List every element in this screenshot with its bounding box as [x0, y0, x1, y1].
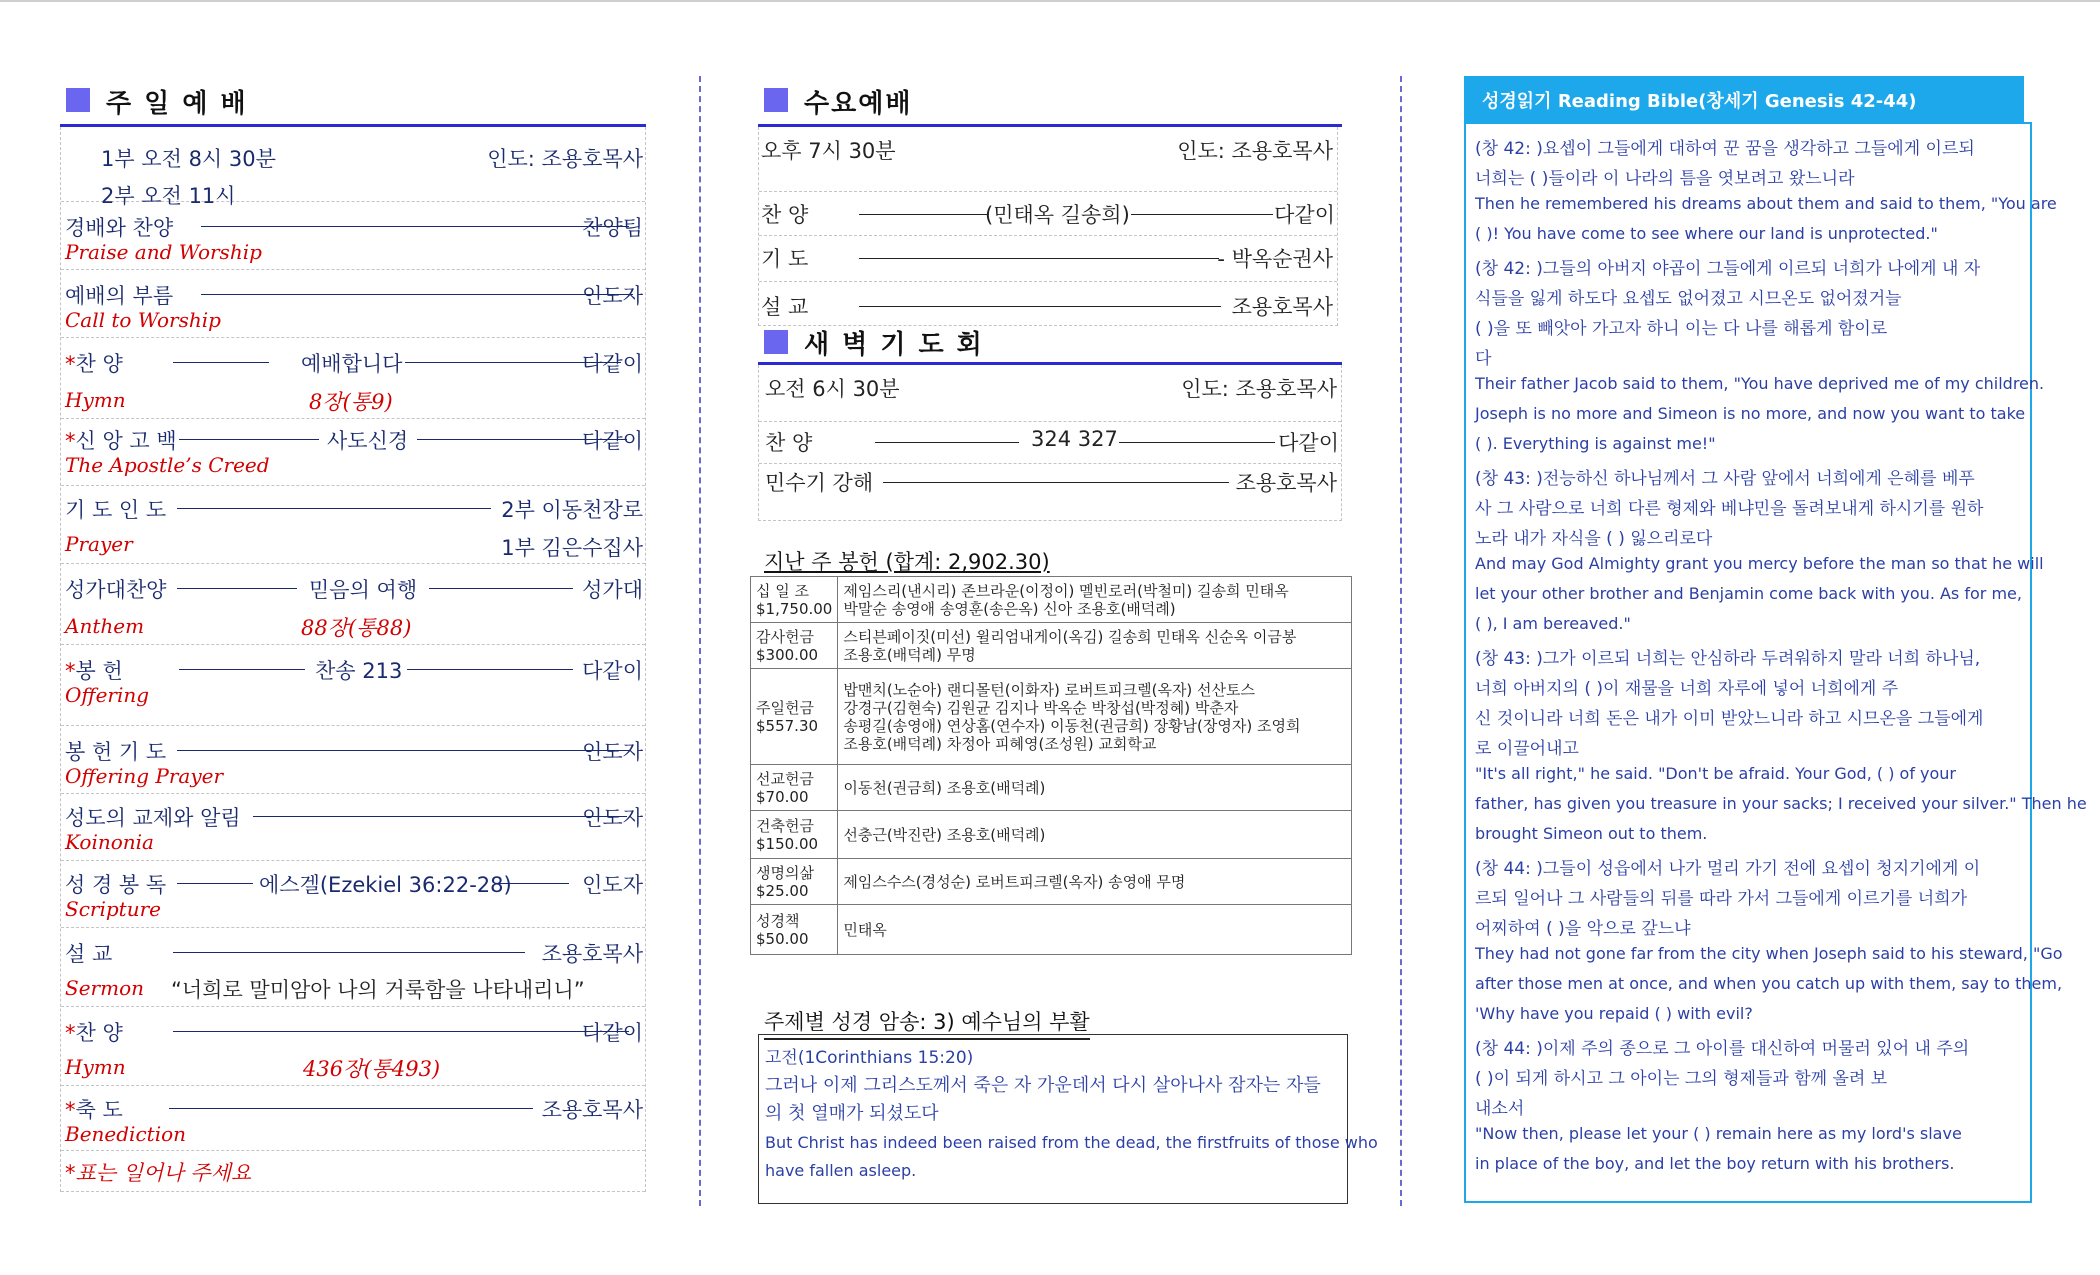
reading-line: 사 그 사람으로 너희 다른 형제와 베냐민을 돌려보내게 하시기를 원하: [1475, 499, 1984, 519]
item-en: Hymn: [65, 1055, 126, 1079]
sunday-order: [60, 127, 646, 1192]
offering-type: 주일헌금: [756, 698, 814, 717]
reading-line: Their father Jacob said to them, "You have deprived me of my children.: [1475, 374, 2045, 393]
item-right: 다같이: [582, 659, 643, 683]
item-en: Offering: [65, 683, 150, 707]
table-row: [751, 577, 1352, 623]
item-en: Praise and Worship: [65, 240, 262, 264]
reading-line: "Now then, please let your ( ) remain here as my lord's slave: [1475, 1124, 1962, 1143]
dawn-title: 새 벽 기 도 회: [804, 330, 984, 360]
wednesday-leader: 인도: 조용호목사: [1177, 139, 1333, 163]
item-right: 찬양팀: [582, 216, 643, 240]
donor-names: 강경구(김현숙) 김원균 김지나 박옥순 박창섭(박정혜) 박춘자: [843, 698, 1239, 717]
dawn-prayer-section: [758, 320, 1342, 521]
sunday-header: [60, 76, 646, 127]
reading-line: after those men at once, and when you catch up with them, say to them,: [1475, 974, 2063, 993]
donor-names: 이동천(권금희) 조용호(배덕례): [843, 778, 1046, 797]
item-right2: 1부 김은수집사: [501, 536, 643, 560]
wednesday-box: [758, 127, 1338, 326]
stand-marker: *: [65, 352, 76, 376]
column-divider-2: [1400, 76, 1402, 1206]
wed-row-label: 기 도: [761, 247, 809, 271]
donor-names: 제임스리(낸시리) 존브라운(이정이) 멜빈로러(박철미) 길송희 민태옥: [843, 581, 1289, 600]
reading-line: 내소서: [1475, 1099, 1525, 1119]
verse-korean: 그러나 이제 그리스도께서 죽은 자 가운데서 다시 살아나사 잠자는 자들: [765, 1075, 1321, 1096]
wed-row-right: 다같이: [1274, 203, 1335, 227]
memory-verse-heading: 주제별 성경 암송: 3) 예수님의 부활: [764, 1006, 1090, 1040]
wed-row-label: 찬 양: [761, 203, 809, 227]
offering-amount: $1,750.00: [756, 599, 833, 618]
item-en: Hymn: [65, 388, 126, 412]
table-row: [751, 765, 1352, 811]
dawn-header: [758, 320, 1342, 365]
wed-row-label: 설 교: [761, 295, 809, 319]
wednesday-time: 오후 7시 30분: [761, 139, 896, 163]
donor-names: 선충근(박진란) 조용호(배덕례): [843, 825, 1046, 844]
item-ko: 축 도: [75, 1098, 123, 1122]
item-en: Scripture: [65, 897, 161, 921]
offering-type: 감사헌금: [756, 627, 814, 646]
stand-marker: *: [65, 659, 76, 683]
dawn-row-right: 조용호목사: [1235, 471, 1337, 495]
item-mid: 찬송 213: [315, 659, 403, 683]
item-right: 2부 이동천장로: [501, 498, 643, 522]
stand-marker: *: [65, 429, 76, 453]
wednesday-title: 수요예배: [804, 89, 913, 119]
item-en: Offering Prayer: [65, 764, 224, 788]
order-item: [61, 1007, 645, 1086]
order-item: [61, 419, 645, 486]
wed-row-right: - 박옥순권사: [1217, 247, 1333, 271]
item-ko: 성 경 봉 독: [65, 873, 167, 897]
sermon-title: “너희로 말미암아 나의 거룩함을 나타내리니”: [171, 978, 585, 1002]
reading-line: 신 것이니라 너희 돈은 내가 이미 받았느니라 하고 시므온을 그들에게: [1475, 709, 1984, 729]
item-right: 조용호목사: [541, 942, 643, 966]
verse-english: But Christ has indeed been raised from the dead, the firstfruits of those who: [765, 1133, 1378, 1152]
offering-type: 건축헌금: [756, 816, 814, 835]
item-right: 성가대: [582, 578, 643, 602]
verse-korean: 의 첫 열매가 되셨도다: [765, 1103, 939, 1124]
hymn-number: 436장(통493): [303, 1057, 441, 1081]
item-en: Prayer: [65, 532, 133, 556]
order-item: [61, 861, 645, 928]
item-ko: 찬 양: [75, 1021, 123, 1045]
table-row: [751, 905, 1352, 955]
item-en: Benediction: [65, 1122, 187, 1146]
order-item: [61, 645, 645, 726]
reading-line: 르되 일어나 그 사람들의 뒤를 따라 가서 그들에게 이르기를 너희가: [1475, 889, 1968, 909]
donor-names: 밥맨치(노순아) 랜디몰턴(이화자) 로버트피크렐(옥자) 선산토스: [843, 680, 1256, 699]
item-right: 다같이: [582, 429, 643, 453]
section-square-icon: [764, 88, 788, 112]
donor-names: 조용호(배덕례) 차정아 피혜영(조성원) 교회학교: [843, 734, 1157, 753]
wed-row-mid: (민태옥 길송희): [985, 203, 1130, 227]
offering-type: 선교헌금: [756, 769, 814, 788]
item-ko: 예배의 부름: [65, 284, 174, 308]
service-times: [61, 127, 645, 208]
column-divider-1: [699, 76, 701, 1206]
offering-type: 성경책: [756, 911, 800, 930]
reading-line: father, has given you treasure in your sacks; I received your silver." Then he: [1475, 794, 2087, 813]
offering-amount: $300.00: [756, 645, 819, 664]
donor-names: 송평길(송영애) 연상홈(연수자) 이동천(권금희) 장황남(장영자) 조영희: [843, 716, 1301, 735]
item-ko: 경배와 찬양: [65, 216, 174, 240]
reading-line: 어찌하여 ( )을 악으로 갚느냐: [1475, 919, 1691, 939]
item-en: Sermon: [65, 976, 144, 1000]
hymn-number: 8장(통9): [309, 390, 393, 414]
reading-line: (창 44: )이제 주의 종으로 그 아이를 대신하여 머물러 있어 내 주의: [1475, 1039, 1970, 1059]
service1-leader: 인도: 조용호목사: [487, 147, 643, 171]
offering-amount: $557.30: [756, 716, 819, 735]
item-mid: 사도신경: [327, 429, 409, 453]
table-row: [751, 669, 1352, 765]
reading-line: (창 42: )그들의 아버지 야곱이 그들에게 이르되 너희가 나에게 내 자: [1475, 259, 1981, 279]
reading-line: They had not gone far from the city when Joseph said to his steward, "Go: [1475, 944, 2063, 963]
anthem-number: 88장(통88): [301, 616, 412, 640]
reading-line: 다: [1475, 349, 1492, 369]
reading-line: 'Why have you repaid ( ) with evil?: [1475, 1004, 1753, 1023]
item-ko: 봉 헌: [75, 659, 123, 683]
reading-line: 로 이끌어내고: [1475, 739, 1579, 759]
reading-line: ( )이 되게 하시고 그 아이는 그의 형제들과 함께 올려 보: [1475, 1069, 1888, 1089]
item-right: 인도자: [582, 806, 643, 830]
donor-names: 조용호(배덕례) 무명: [843, 645, 976, 664]
dawn-box: [758, 365, 1342, 521]
item-ko: 기 도 인 도: [65, 498, 167, 522]
top-border: [0, 0, 2100, 2]
donor-names: 제임스수스(경성순) 로버트피크렐(옥자) 송영애 무명: [843, 872, 1186, 891]
stand-marker: *: [65, 1098, 76, 1122]
order-item: [61, 338, 645, 419]
reading-line: "It's all right," he said. "Don't be afraid. Your God, ( ) of your: [1475, 764, 1957, 783]
standing-footnote: *표는 일어나 주세요: [65, 1161, 252, 1185]
reading-line: (창 43: )전능하신 하나님께서 그 사람 앞에서 너희에게 은혜를 베푸: [1475, 469, 1975, 489]
item-ko: 봉 헌 기 도: [65, 740, 167, 764]
item-ko: 설 교: [65, 942, 113, 966]
item-mid: 에스겔(Ezekiel 36:22-28): [259, 873, 512, 897]
reading-line: Joseph is no more and Simeon is no more, and now you want to take: [1475, 404, 2026, 423]
item-right: 인도자: [582, 284, 643, 308]
item-right: 인도자: [582, 873, 643, 897]
order-item: [61, 726, 645, 794]
item-en: Anthem: [65, 614, 145, 638]
offering-type: 생명의삶: [756, 863, 814, 882]
reading-line: 노라 내가 자식을 ( ) 잃으리로다: [1475, 529, 1713, 549]
dawn-time: 오전 6시 30분: [765, 377, 900, 401]
item-ko: 성도의 교제와 알림: [65, 806, 241, 830]
reading-line: let your other brother and Benjamin come back with you. As for me,: [1475, 584, 2022, 603]
item-en: Koinonia: [65, 830, 154, 854]
verse-reference: 고전(1Corinthians 15:20): [765, 1048, 974, 1068]
sunday-worship-section: [60, 76, 646, 1192]
memory-verse-box: [758, 1034, 1378, 1204]
item-mid: 믿음의 여행: [309, 578, 418, 602]
offering-table: [750, 576, 1352, 955]
offering-amount: $150.00: [756, 834, 819, 853]
item-en: Call to Worship: [65, 308, 221, 332]
reading-line: (창 42: )요셉이 그들에게 대하여 꾼 꿈을 생각하고 그들에게 이르되: [1475, 139, 1975, 159]
reading-header: [1464, 76, 2024, 122]
item-ko: 성가대찬양: [65, 578, 167, 602]
item-right: 조용호목사: [541, 1098, 643, 1122]
offering-heading: 지난 주 봉헌 (합계: 2,902.30): [764, 550, 1050, 574]
wed-row-right: 조용호목사: [1231, 295, 1333, 319]
dawn-row-label: 민수기 강해: [765, 471, 874, 495]
reading-line: 너희는 ( )들이라 이 나라의 틈을 엿보려고 왔느니라: [1475, 169, 1855, 189]
dawn-leader: 인도: 조용호목사: [1181, 377, 1337, 401]
offering-amount: $25.00: [756, 881, 809, 900]
order-item: [61, 486, 645, 564]
wednesday-section: [758, 76, 1342, 326]
service2-time: 2부 오전 11시: [101, 184, 236, 208]
order-item: [61, 928, 645, 1007]
item-right: 다같이: [582, 352, 643, 376]
order-item: [61, 270, 645, 338]
section-square-icon: [764, 330, 788, 354]
item-right: 인도자: [582, 740, 643, 764]
reading-title: 성경읽기 Reading Bible(창세기 Genesis 42-44): [1482, 91, 1917, 112]
service1-time: 1부 오전 8시 30분: [101, 147, 276, 171]
reading-line: 식들을 잃게 하도다 요셉도 없어졌고 시므온도 없어졌거늘: [1475, 289, 1902, 309]
sunday-title: 주 일 예 배: [106, 89, 248, 119]
reading-line: ( )! You have come to see where our land is unprotected.": [1475, 224, 1938, 243]
item-ko: 찬 양: [75, 352, 123, 376]
reading-line: 너희 아버지의 ( )이 재물을 너희 자루에 넣어 너희에게 주: [1475, 679, 1899, 699]
order-item: [61, 794, 645, 861]
offering-type: 십 일 조: [756, 581, 810, 600]
table-row: [751, 623, 1352, 669]
donor-names: 박말순 송영애 송영훈(송은옥) 신아 조용호(배덕례): [843, 599, 1176, 618]
order-item: [61, 1086, 645, 1151]
order-item: [61, 202, 645, 270]
order-item: [61, 564, 645, 645]
donor-names: 스티븐페이짓(미선) 윌리엄내게이(옥김) 길송희 민태옥 신순옥 이금봉: [843, 627, 1297, 646]
reading-line: in place of the boy, and let the boy return with his brothers.: [1475, 1154, 1955, 1173]
reading-line: And may God Almighty grant you mercy before the man so that he will: [1475, 554, 2044, 573]
reading-line: (창 44: )그들이 성읍에서 나가 멀리 가기 전에 요셉이 청지기에게 이: [1475, 859, 1981, 879]
reading-line: brought Simeon out to them.: [1475, 824, 1708, 843]
donor-names: 민태옥: [843, 920, 887, 939]
reading-line: Then he remembered his dreams about them and said to them, "You are: [1475, 194, 2057, 213]
dawn-row-right: 다같이: [1278, 431, 1339, 455]
dawn-row-mid: 324 327: [1031, 427, 1118, 451]
reading-line: (창 43: )그가 이르되 너희는 안심하라 두려워하지 말라 너희 하나님,: [1475, 649, 1981, 669]
reading-line: ( ). Everything is against me!": [1475, 434, 1716, 453]
item-ko: 신 앙 고 백: [75, 429, 177, 453]
wednesday-header: [758, 76, 1342, 127]
footnote-row: [61, 1151, 645, 1192]
item-right: 다같이: [582, 1021, 643, 1045]
offering-amount: $50.00: [756, 929, 809, 948]
section-square-icon: [66, 88, 90, 112]
stand-marker: *: [65, 1021, 76, 1045]
reading-line: ( ), I am bereaved.": [1475, 614, 1631, 633]
offering-amount: $70.00: [756, 787, 809, 806]
dawn-row-label: 찬 양: [765, 431, 813, 455]
item-mid: 예배합니다: [301, 352, 403, 376]
verse-english: have fallen asleep.: [765, 1161, 917, 1180]
table-row: [751, 859, 1352, 905]
table-row: [751, 811, 1352, 859]
reading-line: ( )을 또 빼앗아 가고자 하니 이는 다 나를 해롭게 함이로: [1475, 319, 1888, 339]
item-en: The Apostle’s Creed: [65, 453, 270, 477]
